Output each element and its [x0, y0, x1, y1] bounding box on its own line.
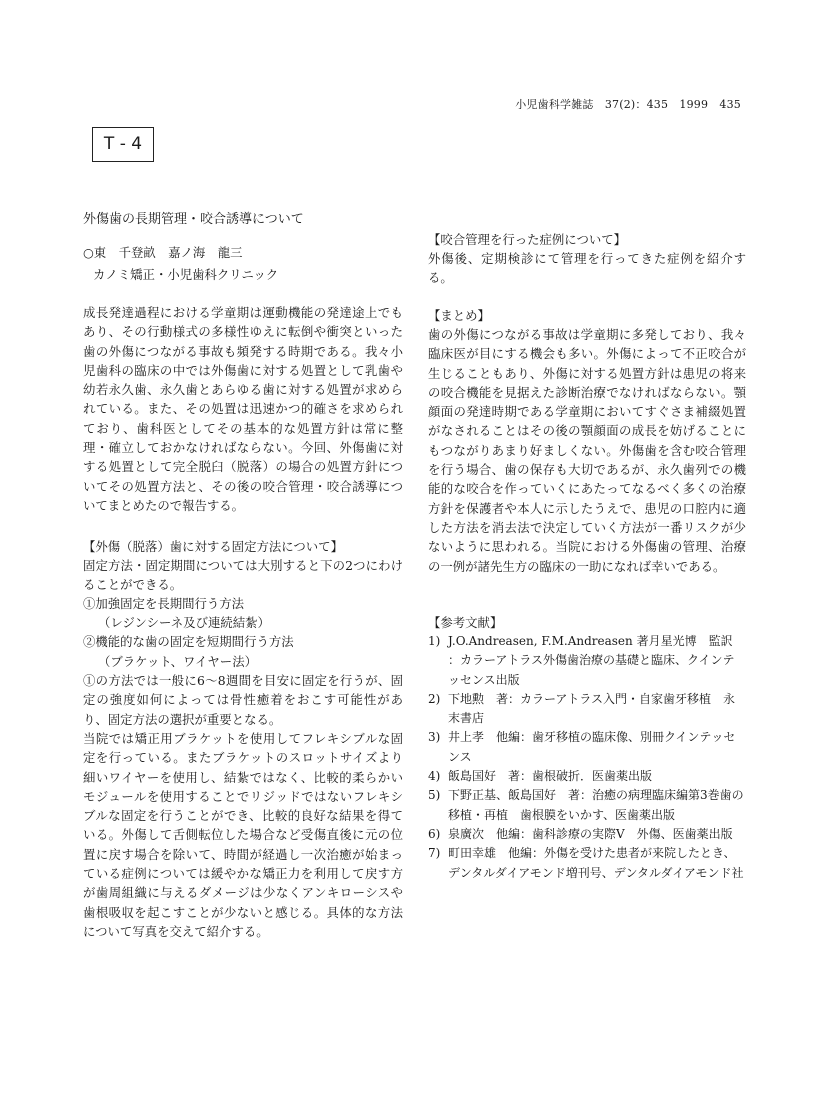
reference-number: 7): [428, 846, 441, 861]
references-list: [428, 632, 746, 883]
intro-paragraph: 成長発達過程における学童期は運動機能の発達途上でもあり、その行動様式の多様性ゆえに転倒や衝突といった歯の外傷につながる事故も頻発する時期である。我々小児歯科の臨床の中では外傷歯に対する処置として乳歯や幼若永久歯、永久歯とあらゆる歯に対する処置が求められている。また、その処置は迅速かつ的確さを求められており、歯科医としてその基本的な処置方針は常に整理・確立しておかなければならない。今回、外傷歯に対する処置として完全脱臼（脱落）の場合の処置方針についてその処置方法と、その後の咬合管理・咬合誘導についてまとめたので報告する。: [83, 305, 403, 513]
reference-item: [428, 825, 746, 844]
summary-body: 歯の外傷につながる事故は学童期に多発しており、我々臨床医が目にする機会も多い。外傷によって不正咬合が生じることもあり、外傷に対する処置方針は患児の将来の咬合機能を見据えた診断治療でなければならない。顎顔面の発達時期である学童期においてすぐさま補綴処置がなされることはその後の顎顔面の成長を妨げることにもつながりあまり好ましくない。外傷歯を含む咬合管理を行う場合、歯の保存も大切であるが、永久歯列での機能的な咬合を作っていくにあたってなるべく多くの治療方針を保護者や本人に示したうえで、患児の口腔内に適した方法を消去法で決定していく方法が一番リスクが少ないように思われる。当院における外傷歯の管理、治療の一例が諸先生方の臨床の一助になれば幸いである。: [428, 327, 746, 574]
case-heading: 【咬合管理を行った症例について】: [428, 232, 627, 247]
reference-text: 下野正基、飯島国好 著：治癒の病理臨床編第3巻歯の移植・再植 歯根膜をいかす、医歯薬出版: [448, 788, 744, 822]
method-1-detail: （レジンシーネ及び連続結紮）: [98, 615, 270, 630]
reference-number: 2): [428, 691, 441, 706]
reference-text: J.O.Andreasen, F.M.Andreasen 著月星光博 監訳 ：カラーアトラス外傷歯治療の基礎と臨床、クインテッセンス出版: [448, 634, 735, 687]
reference-item: [428, 728, 746, 767]
reference-number: 6): [428, 826, 441, 841]
fixation-intro: 固定方法・固定期間については大別すると下の2つにわけることができる。: [83, 558, 403, 593]
fixation-paragraph-2: 当院では矯正用ブラケットを使用してフレキシブルな固定を行っている。またブラケットのスロットサイズより細いワイヤーを使用し、結紮ではなく、比較的柔らかいモジュールを使用することでリジッドではないフレキシブルな固定を行うことができ、比較的良好な結果を得ている。外傷して舌側転位した場合など受傷直後に元の位置に戻す場合を除いて、時間が経過し一次治癒が始まっている症例については緩やかな矯正力を利用して戻す方が歯周組織に与えるダメージは少なくアンキローシスや歯根吸収を起こすことが少ないと感じる。具体的な方法について写真を交えて紹介する。: [83, 731, 403, 939]
affiliation: カノミ矯正・小児歯科クリニック: [93, 267, 279, 282]
reference-number: 4): [428, 769, 441, 784]
method-2-detail: （ブラケット、ワイヤー法）: [98, 654, 257, 669]
references-heading: 【参考文献】: [428, 615, 503, 630]
reference-item: [428, 690, 746, 729]
reference-number: 1): [428, 634, 441, 648]
reference-text: 下地勲 著：カラーアトラス入門・自家歯牙移植 永末書店: [448, 691, 736, 726]
summary-heading: 【まとめ】: [428, 308, 490, 323]
reference-number: 5): [428, 788, 441, 803]
reference-text: 井上孝 他編：歯牙移植の臨床像、別冊クインテッセンス: [448, 730, 736, 764]
reference-text: 飯島国好 著：歯根破折．医歯薬出版: [448, 769, 653, 784]
reference-item: [428, 632, 746, 690]
reference-item: [428, 786, 746, 825]
reference-item: [428, 844, 746, 883]
running-header: 小児歯科学雑誌 37(2)：435 1999 435: [515, 98, 741, 111]
reference-number: 3): [428, 730, 441, 745]
abstract-code-box: T - 4: [92, 127, 154, 162]
article-title: 外傷歯の長期管理・咬合誘導について: [83, 212, 304, 227]
reference-text: 町田幸雄 他編：外傷を受けた患者が来院したとき、デンタルダイアモンド増刊号、デンタルダイアモンド社: [448, 846, 744, 880]
fixation-paragraph-1: ①の方法では一般に6〜8週間を目安に固定を行うが、固定の強度如何によっては骨性癒着をおこす可能性があり、固定方法の選択が重要となる。: [83, 673, 403, 727]
method-1-label: ①加強固定を長期間行う方法: [83, 596, 245, 611]
method-2-label: ②機能的な歯の固定を短期間行う方法: [83, 634, 294, 649]
reference-item: [428, 767, 746, 786]
authors: ○東 千登畝 嘉ノ海 龍三: [83, 245, 243, 260]
fixation-heading: 【外傷（脱落）歯に対する固定方法について】: [83, 539, 343, 554]
reference-text: 泉廣次 他編：歯科診療の実際Ⅴ 外傷、医歯薬出版: [448, 826, 733, 841]
case-body: 外傷後、定期検診にて管理を行ってきた症例を紹介する。: [428, 251, 746, 286]
